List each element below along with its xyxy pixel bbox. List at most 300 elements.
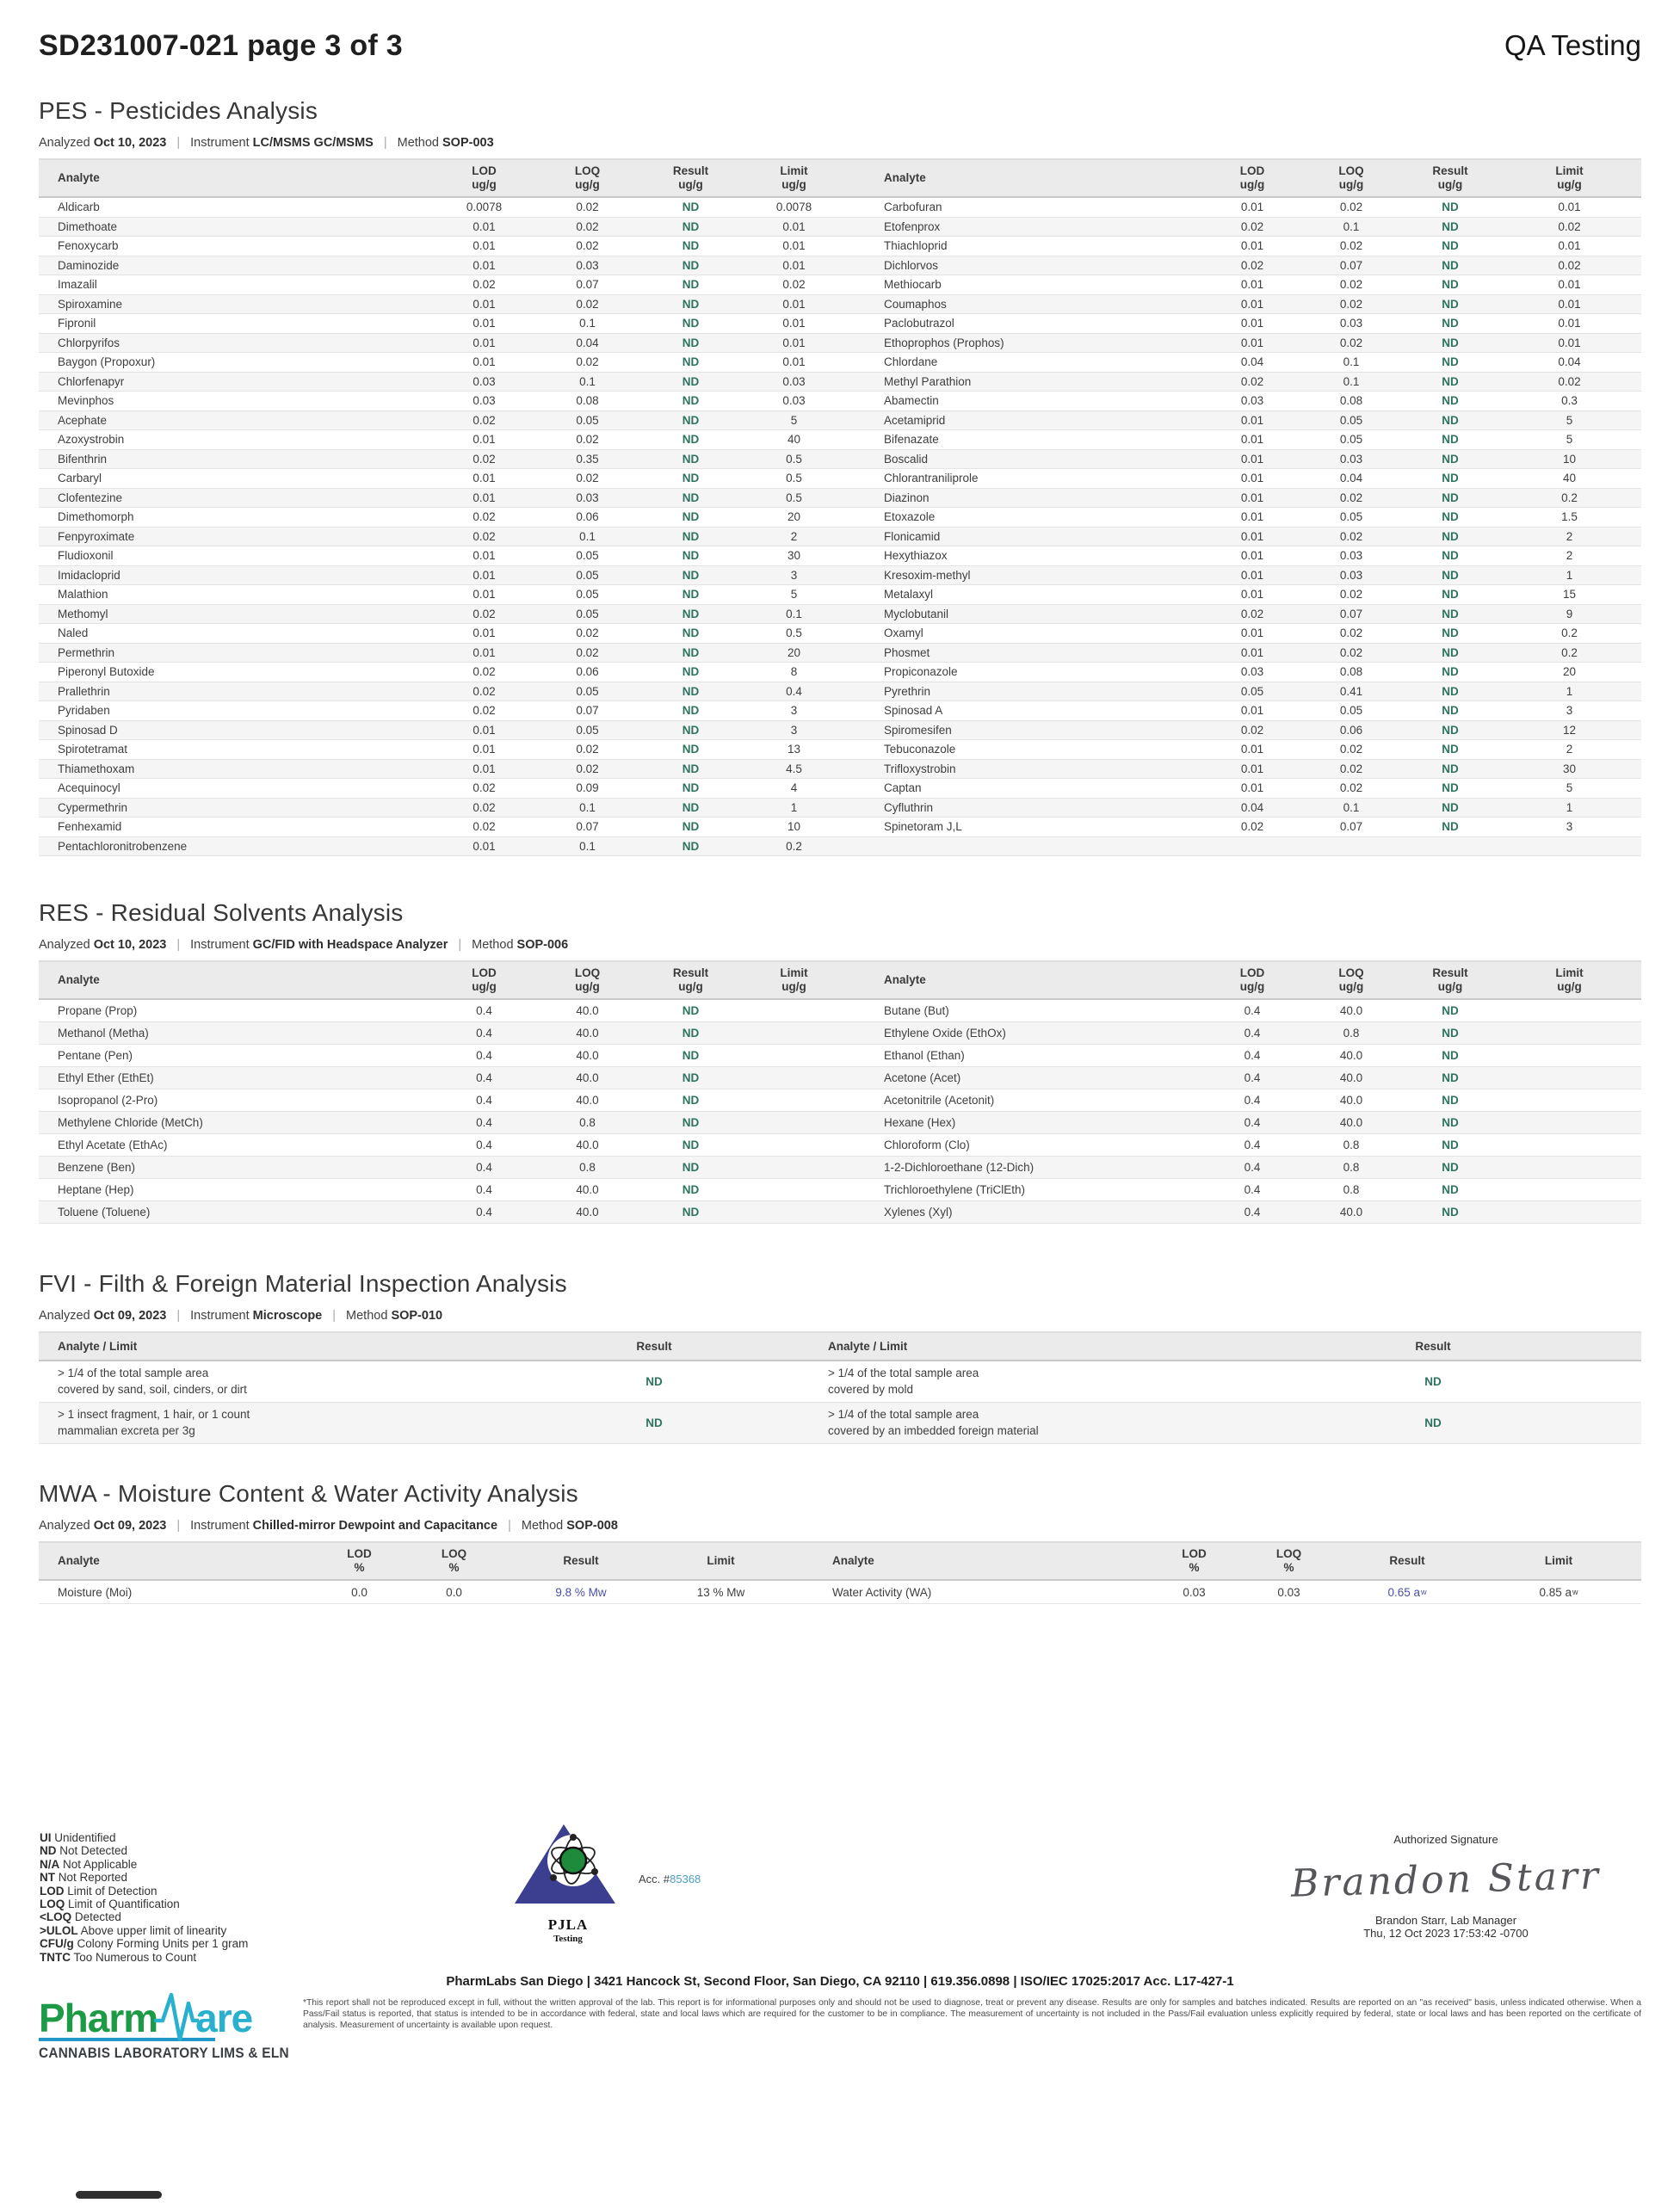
value bbox=[1502, 1179, 1637, 1200]
abbreviation-legend bbox=[40, 1831, 248, 1964]
value: 0.02 bbox=[576, 472, 599, 485]
table-row bbox=[39, 275, 1641, 295]
value: ND bbox=[1442, 588, 1459, 602]
col-loq: LOQ ug/g bbox=[1338, 164, 1364, 191]
qa-testing-label: QA Testing bbox=[1504, 29, 1641, 61]
analyte-name: Water Activity (WA) bbox=[832, 1585, 932, 1599]
value: 0.01 bbox=[1240, 626, 1264, 640]
value: 0.06 bbox=[1339, 723, 1363, 737]
analyte-name: Ethyl Ether (EthEt) bbox=[58, 1071, 154, 1084]
analyte-name: Abamectin bbox=[884, 394, 939, 408]
col-analyte: Analyte bbox=[884, 171, 926, 185]
value: 0.01 bbox=[1558, 317, 1581, 330]
value: 0.01 bbox=[472, 317, 496, 330]
value: 0.02 bbox=[576, 762, 599, 775]
analyte-name: Etofenprox bbox=[884, 219, 941, 233]
page-edge-bar bbox=[76, 2191, 162, 2199]
value: ND bbox=[1442, 433, 1459, 447]
column-gap bbox=[848, 1112, 865, 1133]
value: ND bbox=[1442, 781, 1459, 795]
value: 40.0 bbox=[576, 1071, 599, 1084]
value: ND bbox=[682, 704, 700, 718]
analyte-name: Trichloroethylene (TriClEth) bbox=[884, 1183, 1026, 1196]
analyte-name: Ethyl Acetate (EthAc) bbox=[58, 1139, 168, 1151]
column-gap bbox=[848, 237, 865, 256]
table-row bbox=[39, 1067, 1641, 1089]
value: 3 bbox=[790, 723, 798, 737]
value: 0.4 bbox=[476, 1094, 492, 1107]
column-gap bbox=[848, 760, 865, 779]
column-gap bbox=[848, 663, 865, 682]
value: 0.02 bbox=[576, 743, 599, 756]
table-row bbox=[39, 760, 1641, 780]
value bbox=[1304, 837, 1399, 856]
pes-meta-line bbox=[39, 136, 1641, 150]
column-gap bbox=[848, 373, 865, 392]
column-gap bbox=[848, 682, 865, 701]
value: 0.02 bbox=[1339, 762, 1363, 775]
value: ND bbox=[682, 374, 700, 388]
value: 0.03 bbox=[1240, 665, 1264, 679]
analyzed-date: Oct 09, 2023 bbox=[93, 1519, 167, 1533]
value bbox=[1502, 837, 1637, 856]
table-row bbox=[39, 430, 1641, 450]
analyte-name: Myclobutanil bbox=[884, 607, 949, 620]
value: 0.1 bbox=[1343, 219, 1360, 233]
col-loq: LOQ ug/g bbox=[574, 164, 601, 191]
mwa-table-body bbox=[39, 1581, 1641, 1604]
pjla-label: PJLA bbox=[547, 1916, 589, 1933]
analyte-name bbox=[865, 837, 1201, 856]
analyte-name: Malathion bbox=[58, 588, 108, 602]
legend-item: CFU/g Colony Forming Units per 1 gram bbox=[40, 1937, 249, 1951]
column-gap bbox=[848, 528, 865, 546]
value: ND bbox=[682, 201, 700, 214]
value: 0.03 bbox=[1339, 549, 1363, 563]
table-row bbox=[39, 605, 1641, 625]
analyte-name: Diazinon bbox=[884, 491, 930, 504]
value: ND bbox=[1442, 219, 1459, 233]
value: 0.4 bbox=[1244, 1116, 1261, 1129]
value: ND bbox=[682, 588, 700, 602]
column-gap bbox=[848, 1157, 865, 1178]
analyte-name: Carbaryl bbox=[58, 472, 102, 485]
method-value: SOP-006 bbox=[516, 938, 569, 952]
value: ND bbox=[682, 258, 700, 272]
value: ND bbox=[1442, 278, 1459, 292]
col-analyte: Analyte bbox=[58, 1554, 100, 1568]
value: ND bbox=[682, 1139, 700, 1151]
table-row bbox=[39, 198, 1641, 218]
pjla-logo-icon bbox=[515, 1824, 622, 1910]
value bbox=[1502, 1112, 1637, 1133]
value: 2 bbox=[790, 529, 798, 543]
separator: | bbox=[176, 1519, 181, 1533]
value: 0.05 bbox=[576, 413, 599, 427]
analyte-name: Toluene (Toluene) bbox=[58, 1206, 151, 1219]
col-lod: LOD % bbox=[347, 1547, 372, 1574]
analyte-name: 1-2-Dichloroethane (12-Dich) bbox=[884, 1161, 1035, 1174]
res-table-body bbox=[39, 1000, 1641, 1224]
column-gap bbox=[848, 837, 865, 856]
value: ND bbox=[1442, 201, 1459, 214]
value bbox=[740, 1112, 848, 1133]
value: 0.02 bbox=[576, 433, 599, 447]
value: 0.4 bbox=[476, 1049, 492, 1062]
table-row bbox=[39, 566, 1641, 586]
col-loq: LOQ % bbox=[441, 1547, 467, 1574]
value: ND bbox=[1442, 472, 1459, 485]
value: 0.02 bbox=[1339, 278, 1363, 292]
value: 0.01 bbox=[1240, 781, 1264, 795]
analyte-name: Thiachloprid bbox=[884, 239, 948, 253]
analyte-name: Methylene Chloride (MetCh) bbox=[58, 1116, 203, 1129]
col-analyte: Analyte bbox=[832, 1554, 874, 1568]
value: 0.01 bbox=[1240, 452, 1264, 466]
value: 0.02 bbox=[1339, 743, 1363, 756]
value: 0.01 bbox=[1558, 278, 1581, 292]
value: ND bbox=[1442, 723, 1459, 737]
value: 0.05 bbox=[576, 588, 599, 602]
value: 2 bbox=[1566, 529, 1573, 543]
column-gap bbox=[848, 546, 865, 565]
value: 1 bbox=[790, 800, 798, 814]
value: 0.04 bbox=[1240, 355, 1264, 369]
value: 0.01 bbox=[1240, 317, 1264, 330]
instrument-value: GC/FID with Headspace Analyzer bbox=[252, 938, 448, 952]
value: 0.01 bbox=[472, 762, 496, 775]
value: 2 bbox=[1566, 743, 1573, 756]
value: ND bbox=[1442, 1183, 1459, 1196]
value: 0.02 bbox=[472, 607, 496, 620]
pharmware-logo bbox=[39, 1996, 297, 2062]
analyte-name: Acetonitrile (Acetonit) bbox=[884, 1094, 995, 1107]
value: ND bbox=[682, 1094, 700, 1107]
analyte-name: Spinosad D bbox=[58, 723, 118, 737]
value: 0.02 bbox=[576, 239, 599, 253]
value: 0.01 bbox=[1558, 201, 1581, 214]
value: ND bbox=[1442, 568, 1459, 582]
result-value: ND bbox=[1424, 1375, 1442, 1388]
value: 40 bbox=[787, 433, 801, 447]
value: 40.0 bbox=[576, 1049, 599, 1062]
value: 40.0 bbox=[1339, 1116, 1363, 1129]
table-row bbox=[39, 663, 1641, 682]
value: 40 bbox=[1562, 472, 1577, 485]
value: 0.01 bbox=[782, 239, 806, 253]
value: 0.06 bbox=[576, 665, 599, 679]
value: 0.03 bbox=[782, 374, 806, 388]
col-lod: LOD % bbox=[1182, 1547, 1207, 1574]
method-label: Method bbox=[521, 1519, 564, 1533]
value: 0.03 bbox=[1183, 1585, 1206, 1599]
value: 0.01 bbox=[1240, 472, 1264, 485]
value: ND bbox=[1442, 1139, 1459, 1151]
value: ND bbox=[1442, 529, 1459, 543]
analyte-limit-text: > 1/4 of the total sample area covered by an imbedded foreign material bbox=[828, 1408, 1039, 1437]
value: ND bbox=[682, 452, 700, 466]
legend-item: TNTC Too Numerous to Count bbox=[40, 1950, 197, 1964]
value: 30 bbox=[1562, 762, 1577, 775]
value: 10 bbox=[1562, 452, 1577, 466]
value: 5 bbox=[790, 413, 798, 427]
analyte-name: Acephate bbox=[58, 413, 108, 427]
pes-table-body bbox=[39, 198, 1641, 856]
value bbox=[740, 1000, 848, 1021]
analyte-name: Imazalil bbox=[58, 278, 97, 292]
value: 0.1 bbox=[579, 317, 596, 330]
value: 0.03 bbox=[1339, 317, 1363, 330]
table-row bbox=[39, 1403, 1641, 1444]
value: 0.01 bbox=[472, 743, 496, 756]
column-gap bbox=[848, 1089, 865, 1111]
value bbox=[1502, 1045, 1637, 1066]
value: 0.4 bbox=[476, 1071, 492, 1084]
value: ND bbox=[682, 800, 700, 814]
value: 40.0 bbox=[1339, 1004, 1363, 1017]
col-limit: Limit bbox=[1544, 1554, 1573, 1568]
column-gap bbox=[848, 721, 865, 740]
column-gap bbox=[848, 314, 865, 333]
column-gap bbox=[848, 566, 865, 585]
legend-item: ND Not Detected bbox=[40, 1844, 128, 1858]
value: 0.4 bbox=[1244, 1206, 1261, 1219]
value: ND bbox=[682, 743, 700, 756]
value: 0.4 bbox=[476, 1161, 492, 1174]
analyte-name: Metalaxyl bbox=[884, 588, 934, 602]
table-row bbox=[39, 1000, 1641, 1022]
value bbox=[1201, 837, 1304, 856]
value: ND bbox=[682, 297, 700, 311]
analyte-name: Butane (But) bbox=[884, 1004, 949, 1017]
value: ND bbox=[1442, 239, 1459, 253]
analyzed-label: Analyzed bbox=[39, 136, 90, 150]
value: ND bbox=[1442, 317, 1459, 330]
column-gap bbox=[848, 469, 865, 488]
analyzed-date: Oct 10, 2023 bbox=[93, 136, 167, 150]
value: 0.02 bbox=[576, 297, 599, 311]
value: ND bbox=[1442, 626, 1459, 640]
value: 0.8 bbox=[1343, 1161, 1360, 1174]
value: 0.4 bbox=[476, 1004, 492, 1017]
col-analyte: Analyte bbox=[58, 973, 100, 987]
table-row bbox=[39, 353, 1641, 373]
value: 0.02 bbox=[1339, 626, 1363, 640]
col-result: Result ug/g bbox=[1432, 164, 1468, 191]
analyte-name: Fludioxonil bbox=[58, 549, 114, 563]
col-loq: LOQ % bbox=[1275, 1547, 1302, 1574]
value: 0.01 bbox=[472, 433, 496, 447]
value: 0.4 bbox=[786, 684, 802, 698]
value: 0.02 bbox=[1240, 258, 1264, 272]
analyzed-date: Oct 10, 2023 bbox=[93, 938, 167, 952]
value: 0.05 bbox=[576, 549, 599, 563]
value: 0.02 bbox=[1558, 258, 1581, 272]
analyte-name: Benzene (Ben) bbox=[58, 1161, 136, 1174]
pes-table-header bbox=[39, 158, 1641, 198]
value: ND bbox=[682, 1183, 700, 1196]
value: 0.02 bbox=[1339, 336, 1363, 349]
value: ND bbox=[682, 1161, 700, 1174]
value: ND bbox=[1442, 762, 1459, 775]
result-value: 9.8 % Mw bbox=[555, 1585, 607, 1599]
value: ND bbox=[682, 394, 700, 408]
value: 0.01 bbox=[1240, 413, 1264, 427]
mwa-table-header bbox=[39, 1541, 1641, 1581]
value: 0.03 bbox=[1240, 394, 1264, 408]
value: 0.01 bbox=[472, 491, 496, 504]
value: 0.02 bbox=[1558, 374, 1581, 388]
column-gap bbox=[848, 1045, 865, 1066]
value: 0.3 bbox=[1561, 394, 1578, 408]
analyte-name: Fipronil bbox=[58, 317, 96, 330]
document-header bbox=[0, 0, 1680, 63]
value: 0.01 bbox=[1240, 510, 1264, 524]
value: 0.1 bbox=[579, 800, 596, 814]
value: 0.04 bbox=[1558, 355, 1581, 369]
col-result: Result bbox=[636, 1339, 672, 1353]
value: ND bbox=[1442, 704, 1459, 718]
table-row bbox=[39, 1581, 1641, 1604]
table-row bbox=[39, 624, 1641, 644]
table-row bbox=[39, 373, 1641, 392]
value: 0.5 bbox=[786, 491, 802, 504]
value: 4.5 bbox=[786, 762, 802, 775]
value: 0.0 bbox=[351, 1585, 368, 1599]
analyte-name: Captan bbox=[884, 781, 922, 795]
value: 0.07 bbox=[576, 704, 599, 718]
analyte-name: Xylenes (Xyl) bbox=[884, 1206, 953, 1219]
value: 0.02 bbox=[576, 219, 599, 233]
analyzed-label: Analyzed bbox=[39, 1309, 90, 1323]
value: 0.01 bbox=[472, 568, 496, 582]
value: 0.02 bbox=[1240, 607, 1264, 620]
value: 0.01 bbox=[472, 297, 496, 311]
table-row bbox=[39, 799, 1641, 818]
value: ND bbox=[682, 317, 700, 330]
fvi-table-body bbox=[39, 1361, 1641, 1444]
value: 1 bbox=[1566, 684, 1573, 698]
res-meta-line bbox=[39, 938, 1641, 952]
analyte-name: Hexythiazox bbox=[884, 549, 948, 563]
value: ND bbox=[682, 1027, 700, 1040]
col-limit: Limit ug/g bbox=[780, 966, 808, 993]
value: 0.06 bbox=[576, 510, 599, 524]
value: 0.03 bbox=[1339, 452, 1363, 466]
analyte-name: Spirotetramat bbox=[58, 743, 128, 756]
method-value: SOP-010 bbox=[391, 1309, 443, 1323]
value: 40.0 bbox=[576, 1004, 599, 1017]
value: 0.01 bbox=[1240, 201, 1264, 214]
col-result: Result ug/g bbox=[672, 164, 709, 191]
limit-value: 0.85 a w bbox=[1539, 1585, 1578, 1599]
value: ND bbox=[1442, 743, 1459, 756]
table-row bbox=[39, 295, 1641, 315]
value: 0.02 bbox=[1339, 239, 1363, 253]
value: 0.01 bbox=[782, 258, 806, 272]
value: 0.01 bbox=[782, 317, 806, 330]
separator: | bbox=[508, 1519, 511, 1533]
value: 0.1 bbox=[579, 529, 596, 543]
value: 0.4 bbox=[1244, 1049, 1261, 1062]
value: ND bbox=[682, 1116, 700, 1129]
col-result: Result ug/g bbox=[672, 966, 709, 993]
separator: | bbox=[383, 136, 387, 150]
value: 0.1 bbox=[579, 374, 596, 388]
accreditation-number: Acc. #85368 bbox=[639, 1873, 701, 1885]
value: ND bbox=[1442, 297, 1459, 311]
analyte-name: Chlorpyrifos bbox=[58, 336, 120, 349]
col-limit: Limit bbox=[707, 1554, 735, 1568]
value: 0.02 bbox=[1339, 201, 1363, 214]
value: 0.03 bbox=[782, 394, 806, 408]
value: ND bbox=[1442, 394, 1459, 408]
analyte-name: Tebuconazole bbox=[884, 743, 956, 756]
analyte-name: Propiconazole bbox=[884, 665, 958, 679]
value: ND bbox=[1442, 1071, 1459, 1084]
value: ND bbox=[1442, 491, 1459, 504]
analyte-name: Methyl Parathion bbox=[884, 374, 972, 388]
value: 0.01 bbox=[1240, 704, 1264, 718]
col-loq: LOQ ug/g bbox=[1338, 966, 1364, 993]
value: 0.02 bbox=[472, 529, 496, 543]
col-result: Result ug/g bbox=[1432, 966, 1468, 993]
analyte-name: Piperonyl Butoxide bbox=[58, 665, 155, 679]
value: ND bbox=[682, 529, 700, 543]
value bbox=[740, 1134, 848, 1156]
table-row bbox=[39, 237, 1641, 256]
analyte-name: Chlordane bbox=[884, 355, 938, 369]
value: 3 bbox=[1566, 704, 1573, 718]
analyte-name: Daminozide bbox=[58, 258, 120, 272]
value: 0.04 bbox=[576, 336, 599, 349]
column-gap bbox=[848, 740, 865, 759]
brand-ware-text: are bbox=[195, 1996, 253, 2040]
value: 0.08 bbox=[576, 394, 599, 408]
column-gap bbox=[848, 1067, 865, 1089]
column-gap bbox=[719, 1403, 809, 1443]
analyte-name: Etoxazole bbox=[884, 510, 936, 524]
mwa-meta-line bbox=[39, 1519, 1641, 1533]
column-gap bbox=[848, 701, 865, 720]
pjla-sub-label: Testing bbox=[553, 1934, 583, 1944]
value: ND bbox=[1442, 665, 1459, 679]
value: ND bbox=[1442, 1206, 1459, 1219]
value: 0.1 bbox=[786, 607, 802, 620]
table-row bbox=[39, 392, 1641, 411]
value: ND bbox=[682, 607, 700, 620]
value: 0.02 bbox=[472, 413, 496, 427]
value: 0.2 bbox=[1561, 491, 1578, 504]
value: ND bbox=[682, 413, 700, 427]
column-gap bbox=[719, 1361, 809, 1402]
value: ND bbox=[682, 762, 700, 775]
table-row bbox=[39, 1045, 1641, 1067]
value: 0.01 bbox=[782, 219, 806, 233]
table-row bbox=[39, 1201, 1641, 1224]
value bbox=[740, 1089, 848, 1111]
method-value: SOP-008 bbox=[566, 1519, 618, 1533]
value: 0.4 bbox=[1244, 1027, 1261, 1040]
value: ND bbox=[1442, 549, 1459, 563]
value: 20 bbox=[787, 510, 801, 524]
value: 0.09 bbox=[576, 781, 599, 795]
pes-section-title: PES - Pesticides Analysis bbox=[39, 97, 318, 124]
value: ND bbox=[682, 336, 700, 349]
value: ND bbox=[682, 1049, 700, 1062]
instrument-label: Instrument bbox=[190, 938, 250, 952]
analyte-name: Ethylene Oxide (EthOx) bbox=[884, 1027, 1006, 1040]
